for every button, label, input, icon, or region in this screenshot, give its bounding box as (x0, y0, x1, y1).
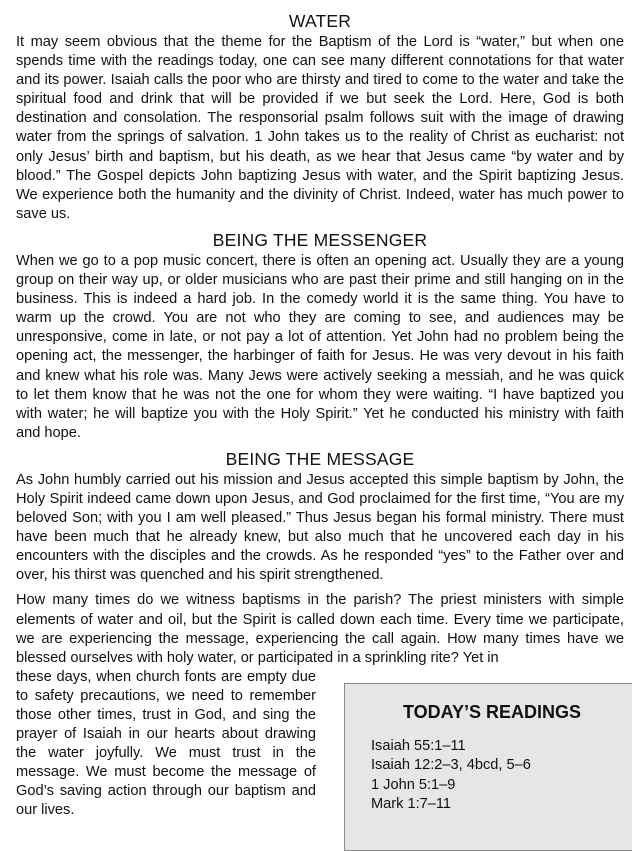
section-being-the-messenger (16, 229, 624, 443)
section-water (16, 10, 624, 224)
readings-list (345, 737, 632, 815)
reading-item: Isaiah 12:2–3, 4bcd, 5–6 (371, 757, 531, 774)
section-heading: BEING THE MESSAGE (225, 448, 415, 469)
section-heading: BEING THE MESSENGER (212, 229, 428, 250)
reading-item: 1 John 5:1–9 (371, 776, 456, 793)
paragraph-continued: these days, when church fonts are empty due to safety precautions, we need to remember those other times, trust in God, and sing the prayer of Isaiah in our hearts about drawing the water joyfully. We must trust in the message. We must become the message of God’s saving action through our baptism and our lives. (16, 668, 316, 819)
reading-item: Mark 1:7–11 (371, 796, 452, 813)
paragraph: It may seem obvious that the theme for the Baptism of the Lord is “water,” but when one spends time with the readings today, one can see many different connotations for that water and its power. Isaiah calls the poor who are thirsty and tired to come to the water and take the spiritual food and drink that will be provided if we but seek the Lord. Here, God is both destination and consolation. The responsorial psalm follows suit with the image of drawing water from the springs of salvation. 1 John takes us to the reality of Christ as eucharist: not only Jesus’ birth and baptism, but his death, as we hear that Jesus came “by water and by blood.” The Gospel depicts John baptizing Jesus with water, and the Spirit baptizing Jesus. We experience both the humanity and the divinity of Christ. Indeed, water has much power to save us. (16, 34, 624, 222)
paragraph: As John humbly carried out his mission and Jesus accepted this simple baptism by John, the Holy Spirit indeed came down upon Jesus, and God proclaimed for the first time, “You are my beloved Son; with you I am well pleased.” Thus Jesus began his formal ministry. There must have been much that he already knew, but also much that he uncovered each day in his encounters with the disciples and the crowds. As he responded “yes” to the Father over and over, his thirst was quenched and his spirit strengthened. (16, 471, 624, 584)
readings-title: TODAY’S READINGS (402, 702, 582, 722)
reading-item: Isaiah 55:1–11 (371, 738, 466, 754)
todays-readings-box (344, 683, 632, 851)
paragraph: When we go to a pop music concert, there is often an opening act. Usually they are a young group on their way up, or older musicians who are past their prime and still hanging on in the business. This is indeed a hard job. In the comedy world it is the same thing. You have to warm up the crowd. You are not who they are coming to see, and audiences may be unresponsive, come in late, or not pay a lot of attention. Yet John had no problem being the opening act, the messenger, the harbinger of faith for Jesus. He was very devout in his faith and knew what his role was. Many Jews were actively seeking a messiah, and he was quick to let them know that he was not the one for whom they were waiting. “I have baptized you with water; he will baptize you with the Holy Spirit.” Yet he conducted his ministry with faith and hope. (16, 252, 624, 441)
paragraph: How many times do we witness baptisms in the parish? The priest ministers with simple elements of water and oil, but the Spirit is called down each time. Every time we participate, we are experiencing the message, experiencing the call again. How many times have we blessed ourselves with holy water, or participated in a sprinkling rite? Yet in (16, 592, 624, 666)
section-heading: WATER (288, 11, 352, 31)
